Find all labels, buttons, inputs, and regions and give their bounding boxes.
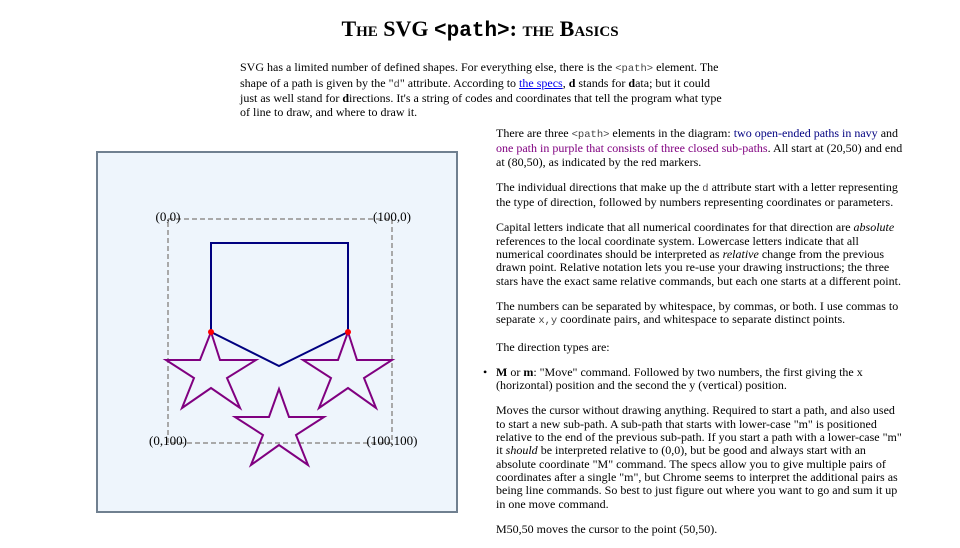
- d-attr-code: d: [393, 78, 400, 91]
- diagram-svg: [98, 153, 456, 511]
- specs-link[interactable]: the specs: [519, 75, 563, 90]
- paragraph-direction-types: The direction types are:: [496, 339, 610, 354]
- label-br: (100,100): [366, 433, 418, 448]
- purple-path-text: one path in purple that consists of three closed sub-paths: [496, 141, 768, 156]
- coordinate-frame: [168, 219, 392, 443]
- title-code: <path>: [434, 20, 510, 43]
- list-item-move: • M or m: "Move" command. Followed by two numbers, the first giving the x (horizontal) position and the second the y (vertical) position.: [483, 364, 863, 393]
- path-diagram: [96, 151, 458, 513]
- paragraph-move-example: M50,50 moves the cursor to the point (50,50).: [496, 521, 718, 536]
- paragraph-move-details: Moves the cursor without drawing anything. Required to start a path, and also used to start a new sub-path. A sub-path that starts with lower-case "m" is positioned relative to the end of the previous sub-path. If you start a path with a lower-case "m" it should be interpreted relative to (0,0), but be good and always start with an absolute coordinate "M" command. The specs allow you to give multiple pairs of coordinates after a single "m", but Chrome seems to interpret the additional pairs as being line commands. So best to just figure out where you want to go and sum it up in one move command.: [496, 403, 902, 511]
- path-tag-code: <path>: [615, 63, 654, 75]
- direction-list: [483, 364, 904, 393]
- label-tr: (100,0): [373, 209, 411, 224]
- navy-path-box: [211, 243, 348, 332]
- paragraph-separators: The numbers can be separated by whitespace, by commas, or both. I use commas to separate x,y coordinate pairs, and whitespace to separate distinct points.: [496, 298, 899, 328]
- end-marker-right: [345, 329, 351, 335]
- page-title: The SVG <path>: the Basics: [341, 16, 619, 43]
- paragraph-capital-letters: Capital letters indicate that all numerical coordinates for that direction are absolute references to the local coordinate system. Lowercase letters indicate that all numerical coordinates should be interpreted as relative change from the previous drawn point. Relative notation lets you re-use your drawing instructions; the three stars have the exact same relative commands, but each one starts at a different point.: [496, 220, 901, 288]
- label-tl: (0,0): [155, 209, 181, 224]
- explanation-column: [483, 126, 904, 548]
- purple-star-paths: [166, 332, 392, 465]
- start-marker-left: [208, 329, 214, 335]
- label-bl: (0,100): [149, 433, 187, 448]
- paragraph-three-paths: There are three <path> elements in the diagram: two open-ended paths in navy and one path in purple that consists of three closed sub-paths. All start at (20,50) and end at (80,50), as indicated by the red markers.: [496, 126, 903, 169]
- navy-paths-text: two open-ended paths in navy: [733, 126, 878, 140]
- paragraph-directions: The individual directions that make up the d attribute start with a letter representing the type of direction, followed by numbers representing coordinates or parameters.: [496, 179, 898, 210]
- intro-paragraph: SVG has a limited number of defined shapes. For everything else, there is the <path> element. The shape of a path is given by the "d" attribute. According to the specs, d stands for data; but it could just as well stand for directions. It's a string of codes and coordinates that tell the program what type of line to draw, and where to draw it.: [240, 60, 722, 119]
